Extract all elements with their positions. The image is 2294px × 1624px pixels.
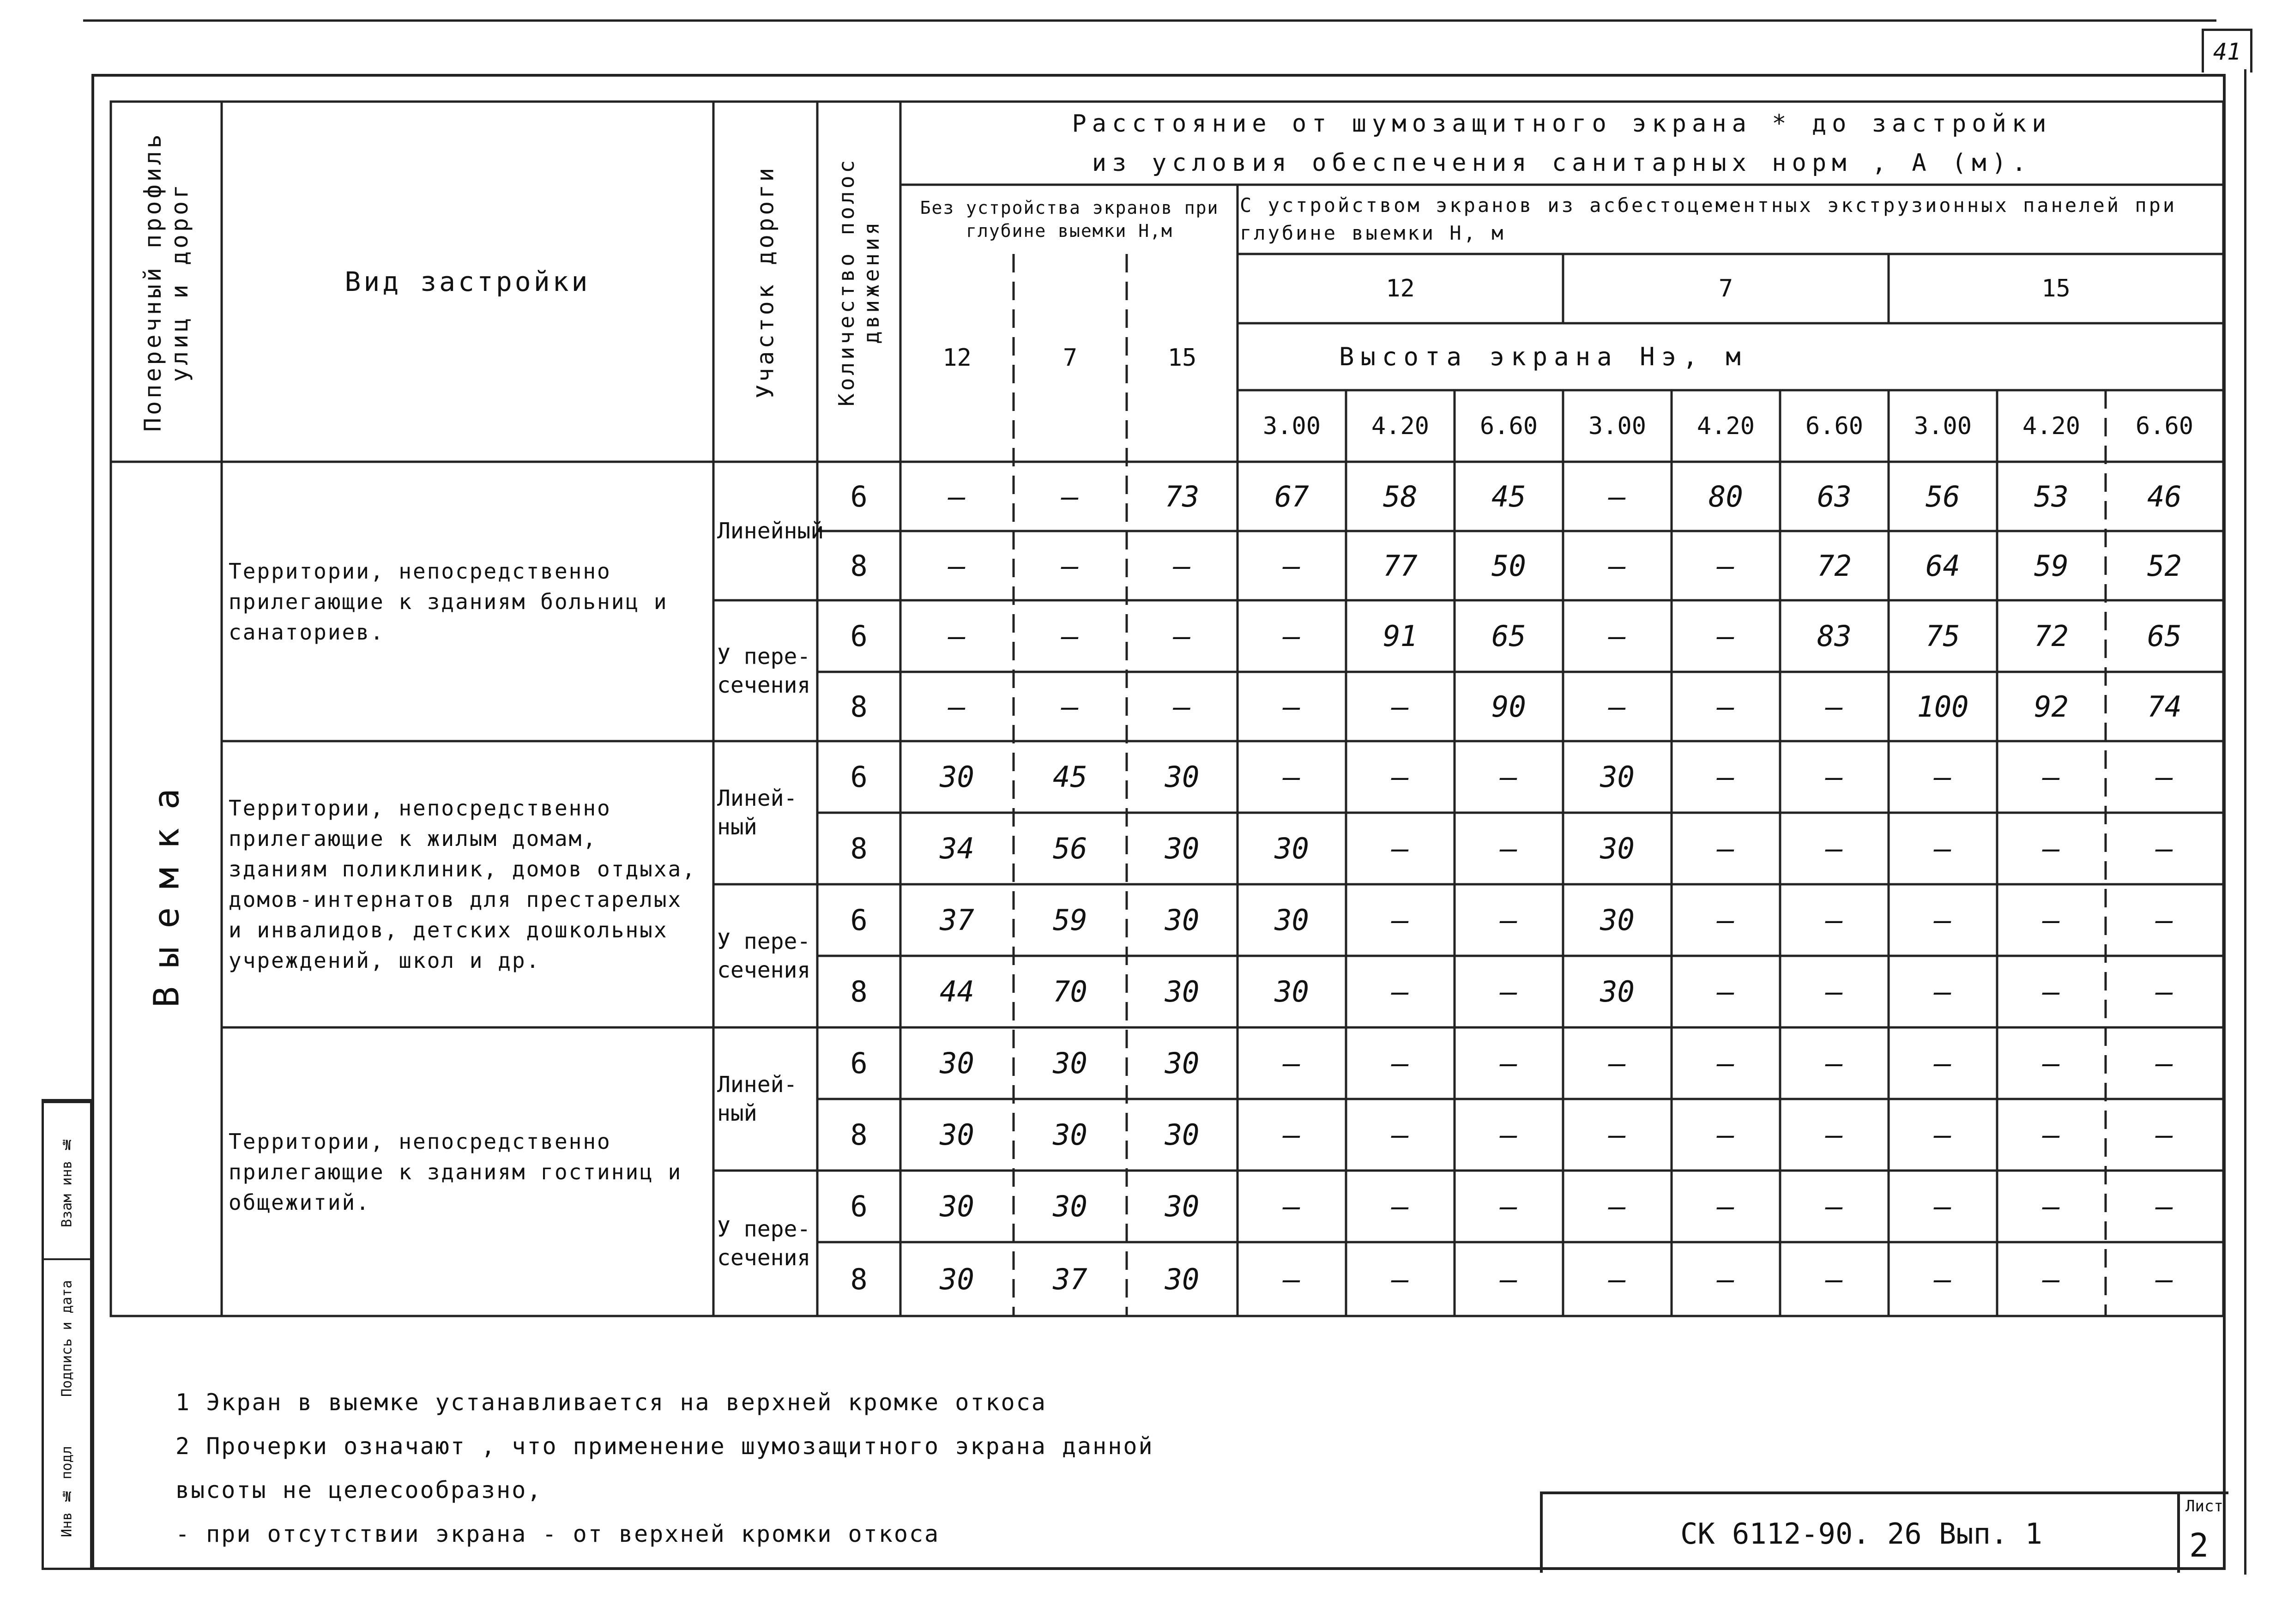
- table-cell: —: [1825, 1262, 1843, 1296]
- table-cell: —: [1283, 760, 1301, 794]
- table-cell: —: [1500, 832, 1518, 865]
- table-cell: —: [1717, 1189, 1735, 1223]
- lanes-value: 6: [850, 479, 868, 513]
- table-cell: —: [1934, 1118, 1952, 1152]
- table-cell: 92: [2034, 689, 2069, 724]
- table-cell: —: [1500, 1046, 1518, 1080]
- table-cell: 75: [1926, 619, 1960, 653]
- header-screen-height: Высота экрана Нэ, м: [1339, 342, 1747, 371]
- table-cell: —: [948, 689, 966, 724]
- lanes-value: 6: [850, 619, 868, 653]
- screen-height-value: 4.20: [1371, 412, 1430, 440]
- table-cell: —: [2042, 1118, 2060, 1152]
- table-cell: 30: [1600, 903, 1635, 937]
- table-cell: —: [1500, 1262, 1518, 1296]
- table-cell: —: [1391, 975, 1409, 1008]
- table-cell: —: [1391, 1262, 1409, 1296]
- table-cell: —: [1717, 1118, 1735, 1152]
- table-cell: —: [1608, 479, 1626, 513]
- table-cell: —: [2042, 760, 2060, 794]
- table-cell: —: [2155, 1118, 2173, 1152]
- depth-without-15: 15: [1167, 344, 1197, 372]
- header-main-title-2: из условия обеспечения санитарных норм , А (м).: [1092, 149, 2032, 177]
- table-cell: 56: [1926, 479, 1960, 513]
- table-cell: —: [1934, 975, 1952, 1008]
- table-cell: 30: [1165, 1046, 1200, 1080]
- table-cell: —: [1391, 832, 1409, 865]
- table-cell: —: [1608, 1046, 1626, 1080]
- table-cell: —: [1500, 760, 1518, 794]
- table-cell: 37: [940, 903, 974, 937]
- table-cell: 30: [1600, 975, 1635, 1008]
- table-cell: —: [2155, 975, 2173, 1008]
- sheet-label: Лист: [2185, 1497, 2223, 1515]
- table-cell: —: [1283, 1046, 1301, 1080]
- table-cell: —: [1717, 619, 1735, 653]
- table-cell: 65: [2147, 619, 2182, 653]
- table-cell: —: [1500, 1118, 1518, 1152]
- screen-height-value: 3.00: [1588, 412, 1647, 440]
- table-cell: —: [2155, 1262, 2173, 1296]
- depth-without-12: 12: [942, 344, 972, 372]
- table-cell: —: [1061, 619, 1079, 653]
- table-cell: 45: [1491, 479, 1526, 513]
- table-cell: 83: [1817, 619, 1852, 653]
- table-cell: —: [1934, 760, 1952, 794]
- side-stamp: [42, 1099, 92, 1570]
- table-cell: —: [1173, 689, 1191, 724]
- screen-height-value: 4.20: [1696, 412, 1755, 440]
- table-cell: 80: [1708, 479, 1743, 513]
- table-cell: 59: [2034, 549, 2069, 583]
- table-cell: 56: [1053, 832, 1087, 865]
- table-cell: —: [1717, 903, 1735, 937]
- screen-height-value: 6.60: [1805, 412, 1864, 440]
- table-cell: —: [2042, 1046, 2060, 1080]
- note-line: 1 Экран в выемке устанавливается на верхней кромке откоса: [175, 1389, 1047, 1416]
- table-cell: 44: [940, 975, 974, 1008]
- profile-value: Выемка: [145, 770, 187, 1008]
- table-cell: —: [1500, 975, 1518, 1008]
- screen-height-value: 3.00: [1262, 412, 1321, 440]
- title-block-code: СК 6112-90. 26 Вып. 1: [1540, 1491, 2180, 1573]
- table-cell: —: [1934, 1189, 1952, 1223]
- table-cell: —: [1717, 549, 1735, 583]
- table-cell: —: [1391, 903, 1409, 937]
- table-cell: —: [1061, 479, 1079, 513]
- table-cell: 64: [1926, 549, 1960, 583]
- lanes-value: 6: [850, 1046, 868, 1080]
- header-with-screen: С устройством экранов из асбестоцементных экструзионных панелей при глубине выемки Н, м: [1240, 193, 2177, 244]
- table-cell: 58: [1383, 479, 1418, 513]
- table-cell: —: [2155, 1046, 2173, 1080]
- table-cell: —: [1825, 1118, 1843, 1152]
- lanes-value: 6: [850, 760, 868, 794]
- road-section-label: Линей-ный: [717, 1072, 797, 1126]
- table-cell: 65: [1491, 619, 1526, 653]
- table-cell: 30: [940, 1118, 974, 1152]
- road-section-label: У пере-сечения: [717, 929, 811, 983]
- table-cell: —: [1283, 1118, 1301, 1152]
- table-cell: 30: [1600, 760, 1635, 794]
- lanes-value: 6: [850, 903, 868, 937]
- road-section-label: У пере-сечения: [717, 1216, 811, 1271]
- table-cell: —: [948, 619, 966, 653]
- table-cell: —: [1825, 975, 1843, 1008]
- table-cell: —: [1061, 689, 1079, 724]
- table-cell: 30: [940, 1262, 974, 1296]
- table-cell: —: [2155, 1189, 2173, 1223]
- table-cell: 90: [1491, 689, 1526, 724]
- group-label: Территории, непосредственно прилегающие к жилым домам, зданиям поликлиник, домов отдыха, домов-интернатов для престарелых и инвалидов, детских дошкольных учреждений, школ и др.: [229, 796, 696, 973]
- road-section-label: У пере-сечения: [717, 643, 811, 698]
- table-cell: —: [2042, 1189, 2060, 1223]
- group-label: Территории, непосредственно прилегающие к зданиям гостиниц и общежитий.: [229, 1129, 682, 1215]
- table-cell: 50: [1491, 549, 1526, 583]
- group-label: Территории, непосредственно прилегающие к зданиям больниц и санаториев.: [229, 558, 668, 645]
- table-cell: 37: [1053, 1262, 1087, 1296]
- lanes-value: 8: [850, 975, 868, 1008]
- table-cell: 91: [1383, 619, 1418, 653]
- table-cell: —: [1500, 903, 1518, 937]
- depth-with-15: 15: [2041, 275, 2071, 302]
- table-cell: —: [1391, 1046, 1409, 1080]
- table-cell: —: [1825, 689, 1843, 724]
- lanes-value: 8: [850, 832, 868, 865]
- table-cell: —: [1283, 689, 1301, 724]
- table-cell: 73: [1165, 479, 1200, 513]
- table-cell: —: [1283, 549, 1301, 583]
- table-cell: —: [2155, 760, 2173, 794]
- table-cell: —: [1391, 689, 1409, 724]
- table-cell: —: [2042, 1262, 2060, 1296]
- table-cell: 63: [1817, 479, 1852, 513]
- table-cell: —: [1717, 1262, 1735, 1296]
- table-cell: 72: [2034, 619, 2069, 653]
- table-cell: —: [1391, 1118, 1409, 1152]
- table-cell: 70: [1053, 975, 1087, 1008]
- table-cell: 45: [1053, 760, 1087, 794]
- side-stamp-inventory: Взам инв №: [44, 1101, 90, 1260]
- lanes-value: 6: [850, 1189, 868, 1223]
- table-cell: —: [1717, 760, 1735, 794]
- header-lanes: Количество полос движения: [834, 157, 884, 406]
- table-cell: —: [1173, 549, 1191, 583]
- table-cell: 30: [1600, 832, 1635, 865]
- table-cell: —: [1283, 1262, 1301, 1296]
- screen-height-value: 6.60: [2135, 412, 2194, 440]
- table-cell: —: [1717, 832, 1735, 865]
- road-section-label: Линей-ный: [717, 785, 797, 840]
- notes: [175, 1381, 1154, 1556]
- table-cell: 30: [1053, 1189, 1087, 1223]
- table-cell: —: [1608, 1262, 1626, 1296]
- table-cell: —: [1173, 619, 1191, 653]
- note-line: 2 Прочерки означают , что применение шумозащитного экрана данной: [175, 1433, 1154, 1460]
- table-cell: 46: [2147, 479, 2182, 513]
- table-cell: —: [1934, 832, 1952, 865]
- table-cell: —: [1608, 1118, 1626, 1152]
- table-cell: —: [1825, 832, 1843, 865]
- depth-with-7: 7: [1718, 275, 1733, 302]
- side-stamp-original: Инв № подл: [59, 1446, 75, 1537]
- table-cell: —: [2155, 832, 2173, 865]
- table-cell: 30: [940, 1189, 974, 1223]
- table-cell: 30: [1274, 975, 1309, 1008]
- table-cell: 67: [1274, 479, 1309, 513]
- table-cell: 30: [1053, 1118, 1087, 1152]
- header-main-title-1: Расстояние от шумозащитного экрана * до застройки: [1072, 109, 2052, 138]
- note-line: высоты не целесообразно,: [175, 1477, 543, 1503]
- lanes-value: 8: [850, 1118, 868, 1152]
- table-cell: 74: [2147, 689, 2182, 724]
- header-build-type: Вид застройки: [344, 266, 591, 297]
- screen-height-value: 4.20: [2022, 412, 2081, 440]
- title-block-sheet: [2177, 1491, 2228, 1573]
- table-cell: —: [1391, 1189, 1409, 1223]
- table-cell: —: [1608, 689, 1626, 724]
- table-cell: 30: [1165, 1118, 1200, 1152]
- road-section-label: Линейный: [717, 518, 824, 544]
- table-cell: 30: [1165, 975, 1200, 1008]
- table-cell: 34: [940, 832, 974, 865]
- header-profile: Поперечный профиль улиц и дорог: [139, 132, 193, 432]
- note-line: - при отсутствии экрана - от верхней кромки откоса: [175, 1521, 940, 1547]
- table-cell: 52: [2147, 549, 2182, 583]
- table-cell: 59: [1053, 903, 1087, 937]
- side-stamp-signature: Подпись и дата: [44, 1258, 90, 1417]
- table-cell: 30: [1274, 903, 1309, 937]
- table-cell: —: [948, 479, 966, 513]
- depth-without-7: 7: [1062, 344, 1078, 372]
- sheet-number: 41: [2202, 29, 2252, 72]
- table-cell: —: [1717, 689, 1735, 724]
- table-cell: —: [1283, 1189, 1301, 1223]
- table-cell: —: [948, 549, 966, 583]
- table-cell: —: [1500, 1189, 1518, 1223]
- table-cell: —: [1825, 903, 1843, 937]
- table-cell: —: [1825, 760, 1843, 794]
- table-cell: —: [1608, 1189, 1626, 1223]
- lanes-value: 8: [850, 549, 868, 583]
- table-cell: 72: [1817, 549, 1852, 583]
- table-cell: —: [1717, 975, 1735, 1008]
- table-cell: 30: [1165, 1189, 1200, 1223]
- table-cell: —: [1825, 1046, 1843, 1080]
- table-cell: —: [1825, 1189, 1843, 1223]
- table-cell: —: [1608, 549, 1626, 583]
- table-cell: —: [2155, 903, 2173, 937]
- table-cell: —: [1283, 619, 1301, 653]
- table-cell: 30: [940, 760, 974, 794]
- table-cell: —: [1391, 760, 1409, 794]
- table-cell: —: [2042, 975, 2060, 1008]
- sheet-value: 2: [2189, 1527, 2209, 1564]
- table-cell: 100: [1917, 689, 1969, 724]
- table-cell: —: [2042, 832, 2060, 865]
- table-cell: 30: [940, 1046, 974, 1080]
- header-road-section: Участок дороги: [752, 165, 779, 398]
- table-cell: —: [1934, 1262, 1952, 1296]
- table-cell: 30: [1274, 832, 1309, 865]
- table-cell: —: [1608, 619, 1626, 653]
- screen-height-value: 3.00: [1914, 412, 1972, 440]
- table-cell: —: [2042, 903, 2060, 937]
- screen-height-value: 6.60: [1479, 412, 1538, 440]
- table-cell: —: [1934, 1046, 1952, 1080]
- table-cell: —: [1061, 549, 1079, 583]
- table-cell: 30: [1053, 1046, 1087, 1080]
- table-cell: —: [1934, 903, 1952, 937]
- depth-with-12: 12: [1386, 275, 1415, 302]
- table-cell: 53: [2034, 479, 2069, 513]
- table-cell: 30: [1165, 832, 1200, 865]
- table-cell: 30: [1165, 1262, 1200, 1296]
- table-cell: 77: [1383, 549, 1418, 583]
- lanes-value: 8: [850, 689, 868, 724]
- header-without-screen: Без устройства экранов при глубине выемки Н,м: [920, 197, 1219, 241]
- table-cell: 30: [1165, 903, 1200, 937]
- lanes-value: 8: [850, 1262, 868, 1296]
- table-cell: 30: [1165, 760, 1200, 794]
- table-cell: —: [1717, 1046, 1735, 1080]
